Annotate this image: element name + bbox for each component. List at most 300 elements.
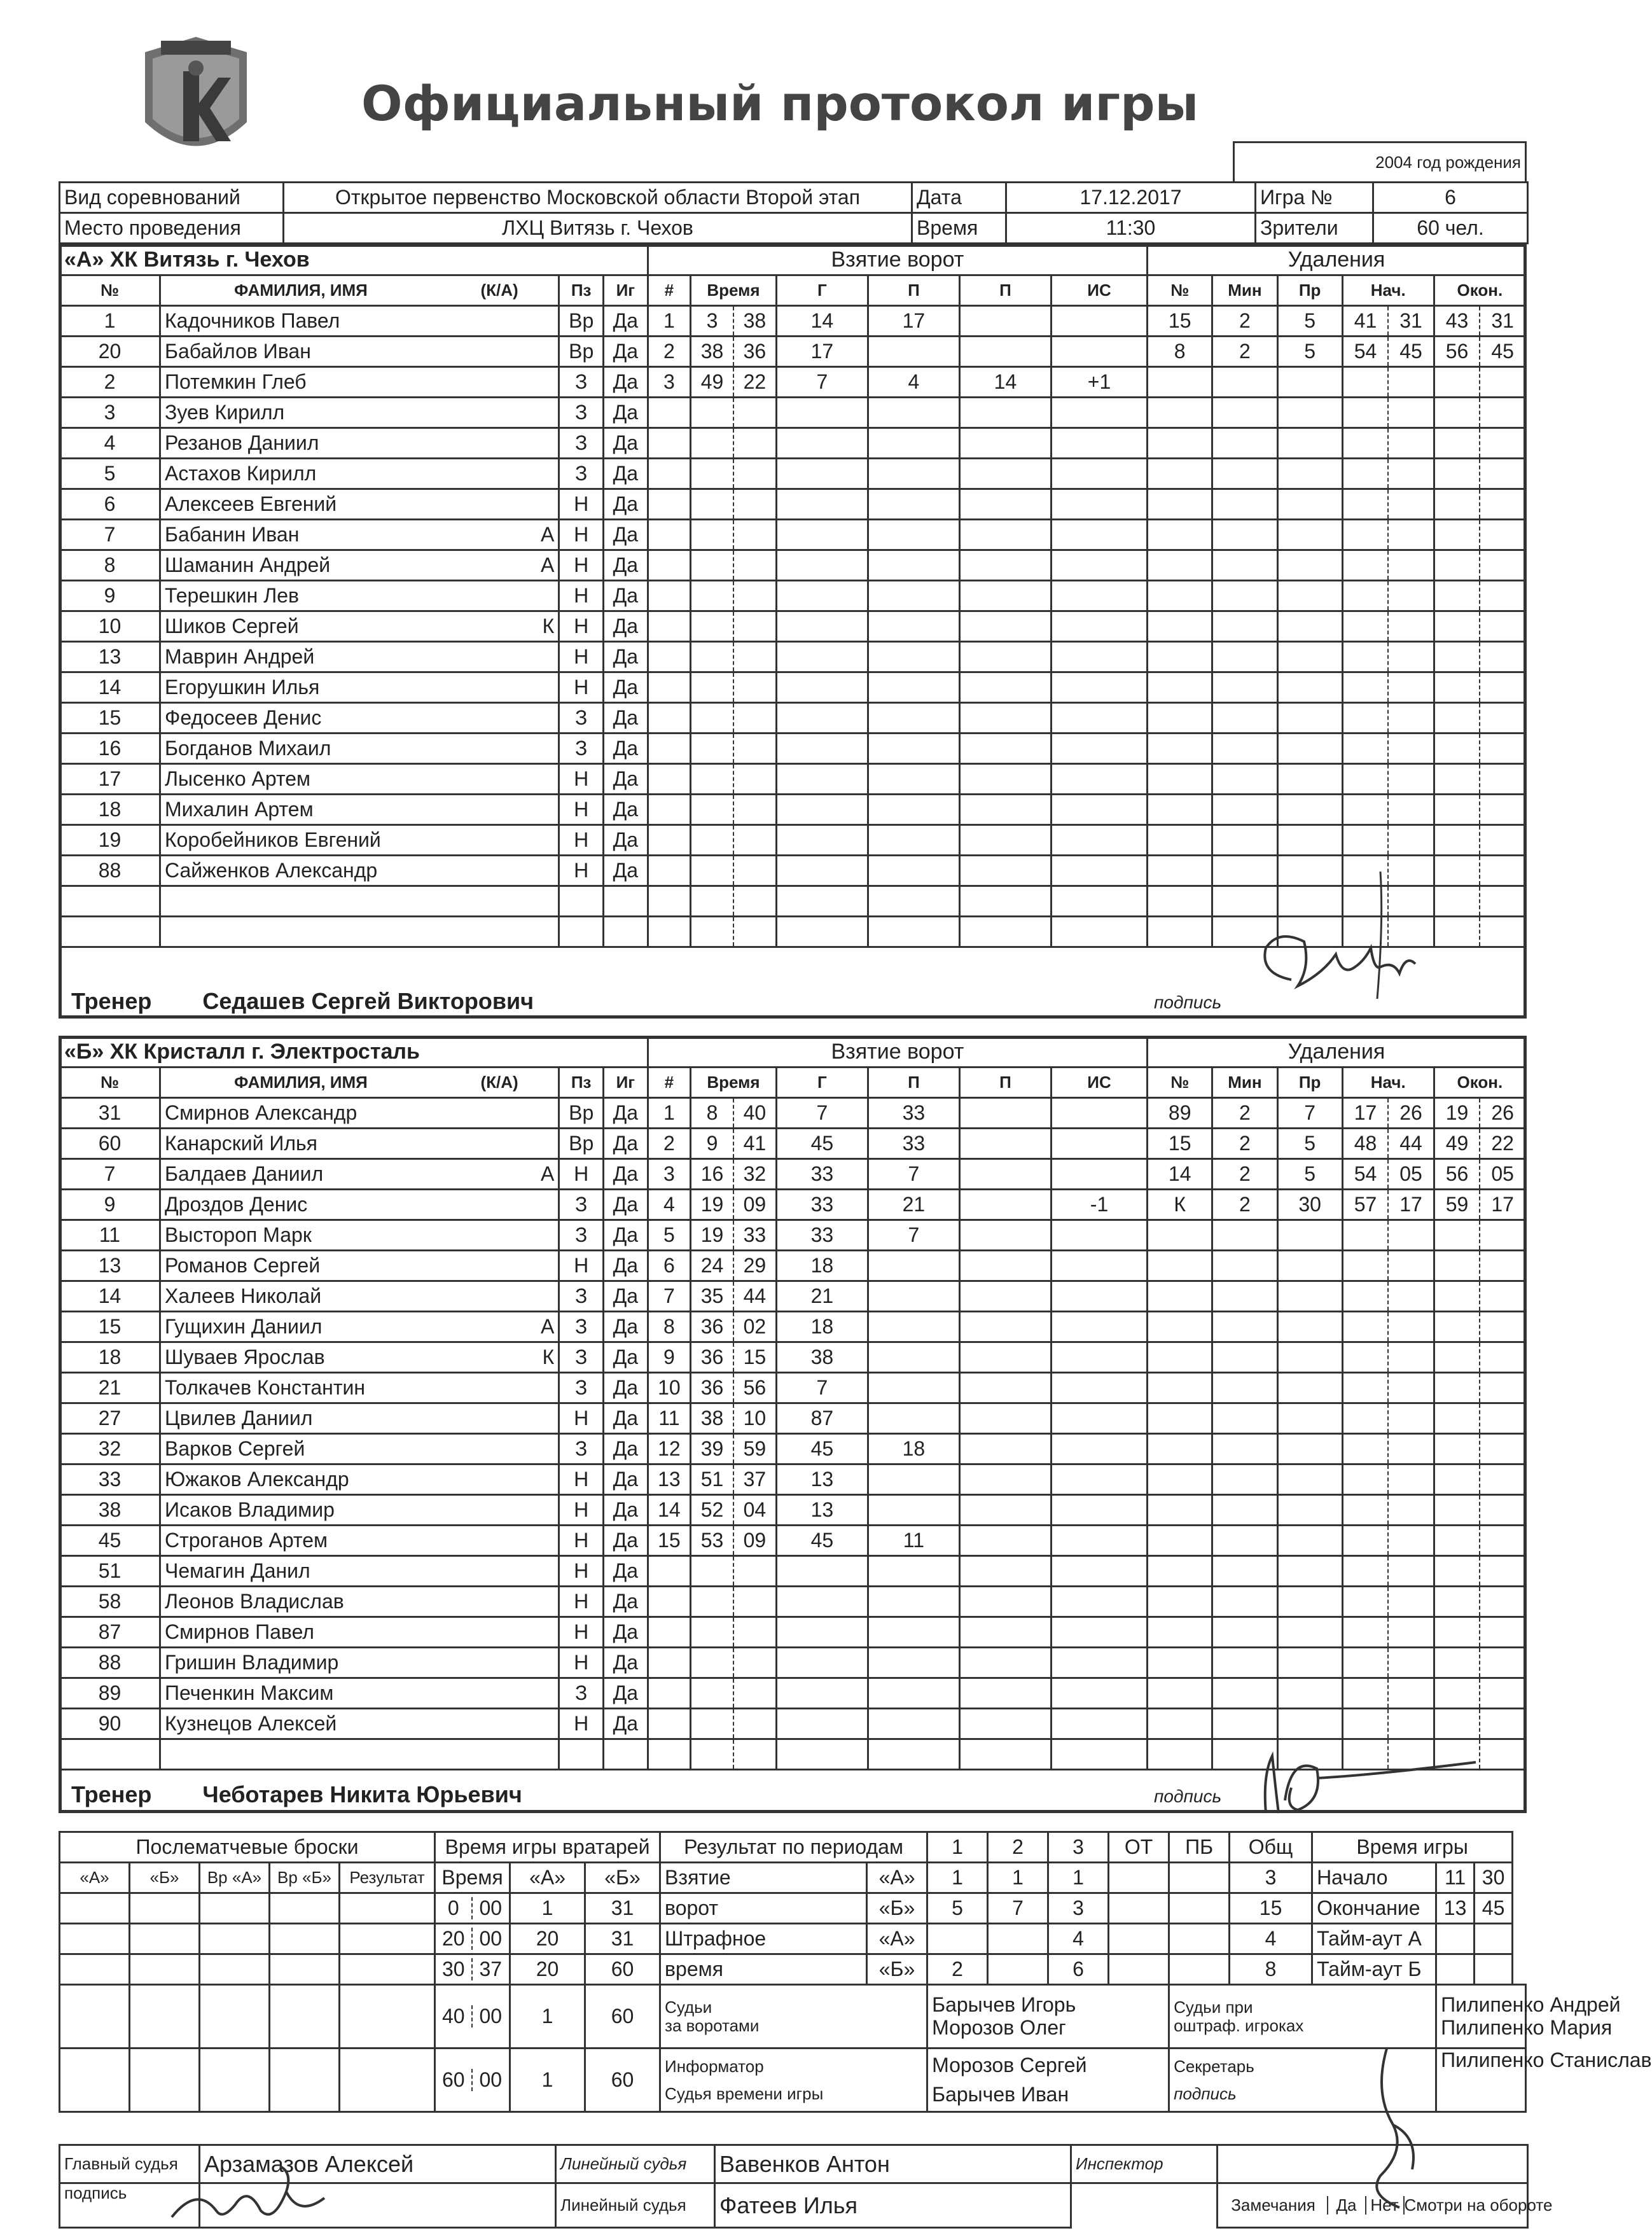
game-time-title: Время игры (1312, 1832, 1513, 1863)
goal-number (648, 398, 690, 428)
shootout-cell (270, 1985, 340, 2049)
goal-minute: 38 (691, 337, 733, 367)
goal-minute (691, 428, 733, 459)
goalie-b: 60 (585, 1954, 660, 1985)
penalty-end-sec (1480, 1526, 1525, 1556)
period-row-team: «Б» (867, 1954, 927, 1985)
goal-assist-2 (959, 1373, 1051, 1403)
shootout-cell (130, 1954, 200, 1985)
goal-minute (691, 1709, 733, 1739)
goal-situation (1051, 764, 1147, 795)
penalty-player (1148, 1251, 1212, 1281)
player-number: 14 (60, 672, 160, 703)
goal-situation (1051, 1587, 1147, 1617)
goal-number (648, 581, 690, 611)
goal-scorer: 45 (776, 1434, 868, 1464)
goal-assist-2 (959, 1617, 1051, 1648)
goal-situation (1051, 1312, 1147, 1342)
penalty-end-sec (1480, 1617, 1525, 1648)
penalty-minutes (1212, 581, 1277, 611)
player-role: К (441, 611, 559, 642)
goal-scorer (776, 581, 868, 611)
player-played: Да (604, 550, 648, 581)
goalie-time-title: Время игры вратарей (435, 1832, 660, 1863)
goal-minute: 3 (691, 306, 733, 337)
goal-minute (691, 581, 733, 611)
goalie-time-second: 00 (479, 1896, 503, 1919)
goal-situation (1051, 520, 1147, 550)
goal-number (648, 1617, 690, 1648)
notes-yes: Да (1328, 2196, 1366, 2215)
goal-assist-1 (868, 550, 959, 581)
player-position: З (559, 703, 604, 734)
penalty-start-sec: 05 (1388, 1159, 1434, 1190)
penalty-minutes (1212, 520, 1277, 550)
penalty-end-sec: 05 (1480, 1159, 1525, 1190)
penalty-end-min (1434, 581, 1480, 611)
goal-minute (691, 764, 733, 795)
goal-assist-1 (868, 581, 959, 611)
goal-second: 29 (733, 1251, 776, 1281)
goal-assist-2 (959, 489, 1051, 520)
penalty-start-sec (1388, 764, 1434, 795)
goalie-time-minute: 40 (436, 2005, 473, 2028)
goal-judge-1: Барычев Игорь (932, 1993, 1076, 2017)
period-value (988, 1954, 1048, 1985)
goal-assist-1 (868, 1678, 959, 1709)
player-role (441, 367, 559, 398)
goal-second: 09 (733, 1190, 776, 1220)
goal-minute (691, 550, 733, 581)
player-played: Да (604, 672, 648, 703)
goalie-b: 60 (585, 2049, 660, 2112)
col-pen-end: Окон. (1434, 275, 1525, 306)
goal-scorer (776, 1556, 868, 1587)
penalty-start-min (1342, 795, 1388, 825)
goal-assist-2 (959, 1190, 1051, 1220)
shootout-col-header: Вр «А» (200, 1863, 270, 1893)
table-row (60, 1985, 1526, 2049)
goal-scorer: 14 (776, 306, 868, 337)
goal-assist-1 (868, 611, 959, 642)
goal-assist-2 (959, 1403, 1051, 1434)
goal-second (733, 825, 776, 856)
goal-number: 13 (648, 1464, 690, 1495)
player-role: А (441, 1312, 559, 1342)
penalty-end-min (1434, 1526, 1480, 1556)
goal-assist-1 (868, 1373, 959, 1403)
player-position: Н (559, 1159, 604, 1190)
penalty-start-min (1342, 459, 1388, 489)
penalty-end-min (1434, 367, 1480, 398)
player-position: Н (559, 642, 604, 672)
table-row (60, 1954, 1526, 1985)
player-played: Да (604, 1220, 648, 1251)
penalty-end-sec (1480, 1648, 1525, 1678)
period-value: 4 (1230, 1924, 1312, 1954)
goal-second: 09 (733, 1526, 776, 1556)
period-goals-a: 1 (1048, 1863, 1109, 1893)
period-value (1169, 1924, 1230, 1954)
table-row (60, 306, 1526, 337)
penalty-reason (1277, 581, 1342, 611)
penalty-reason (1277, 1556, 1342, 1587)
goal-situation (1051, 703, 1147, 734)
penalty-minutes: 2 (1212, 1190, 1277, 1220)
penalty-end-sec (1480, 581, 1525, 611)
penalty-start-sec (1388, 489, 1434, 520)
goal-second: 04 (733, 1495, 776, 1526)
goal-minute: 49 (691, 367, 733, 398)
table-row (60, 642, 1526, 672)
penalty-player (1148, 825, 1212, 856)
goal-second (733, 1648, 776, 1678)
penalty-player (1148, 459, 1212, 489)
goalie-a: 1 (510, 1985, 585, 2049)
goal-assist-1: 7 (868, 1220, 959, 1251)
player-played: Да (604, 1281, 648, 1312)
penalty-end-min: 56 (1434, 1159, 1480, 1190)
player-number: 10 (60, 611, 160, 642)
player-role: А (441, 1159, 559, 1190)
player-role (441, 642, 559, 672)
penalty-reason (1277, 520, 1342, 550)
goalie-time-second: 00 (479, 2004, 503, 2028)
player-number: 16 (60, 734, 160, 764)
player-number: 4 (60, 428, 160, 459)
goal-number: 11 (648, 1403, 690, 1434)
goal-assist-2 (959, 1129, 1051, 1159)
penalty-player (1148, 1220, 1212, 1251)
player-number: 58 (60, 1587, 160, 1617)
informer-block (660, 2049, 927, 2112)
penalty-start-sec (1388, 1678, 1434, 1709)
penalty-reason (1277, 1312, 1342, 1342)
goal-minute (691, 672, 733, 703)
penalty-player: 8 (1148, 337, 1212, 367)
goal-minute (691, 917, 733, 947)
col-pen-start: Нач. (1342, 275, 1434, 306)
goal-assist-1: 11 (868, 1526, 959, 1556)
penalty-end-min (1434, 703, 1480, 734)
player-played: Да (604, 856, 648, 886)
penalty-player (1148, 398, 1212, 428)
game-time-label: Тайм-аут Б (1312, 1954, 1436, 1985)
goal-scorer: 38 (776, 1342, 868, 1373)
penalty-start-sec (1388, 428, 1434, 459)
player-role: А (441, 550, 559, 581)
penalty-minutes (1212, 795, 1277, 825)
timekeeper-label: Судья времени игры (665, 2083, 824, 2103)
player-number: 14 (60, 1281, 160, 1312)
penalty-end-sec (1480, 1342, 1525, 1373)
goal-number (648, 734, 690, 764)
goal-assist-1 (868, 917, 959, 947)
col-goal-no: # (648, 1068, 690, 1098)
goal-assist-2 (959, 1587, 1051, 1617)
shootout-cell (200, 1893, 270, 1924)
goal-situation (1051, 1342, 1147, 1373)
player-number: 87 (60, 1617, 160, 1648)
penalty-end-sec (1480, 1678, 1525, 1709)
player-played: Да (604, 795, 648, 825)
player-role (441, 1190, 559, 1220)
goal-number (648, 795, 690, 825)
goal-assist-2 (959, 1526, 1051, 1556)
goal-assist-2 (959, 856, 1051, 886)
penalty-minutes (1212, 1342, 1277, 1373)
penalty-minutes (1212, 642, 1277, 672)
penalty-player (1148, 642, 1212, 672)
player-position: Н (559, 611, 604, 642)
table-row (60, 1434, 1526, 1464)
goal-scorer (776, 825, 868, 856)
player-played: Да (604, 306, 648, 337)
goal-second (733, 1587, 776, 1617)
goalie-a: 20 (510, 1954, 585, 1985)
player-played: Да (604, 1464, 648, 1495)
table-row (60, 1403, 1526, 1434)
period-value (1109, 1954, 1169, 1985)
goalie-b: 31 (585, 1924, 660, 1954)
goal-assist-2 (959, 1495, 1051, 1526)
player-position: Н (559, 520, 604, 550)
shootout-col-header: «А» (60, 1863, 130, 1893)
goal-judge-2: Морозов Олег (932, 2015, 1066, 2039)
penalty-start-sec (1388, 1526, 1434, 1556)
table-row (60, 1832, 1526, 1863)
shootout-cell (60, 1924, 130, 1954)
inspector-label: Инспектор (1071, 2145, 1218, 2183)
player-name: Исаков Владимир (160, 1495, 440, 1526)
player-role (441, 672, 559, 703)
goal-situation (1051, 734, 1147, 764)
penalty-player (1148, 917, 1212, 947)
penalty-start-sec (1388, 1251, 1434, 1281)
period-row-label: Штрафное (660, 1924, 867, 1954)
goal-assist-1: 17 (868, 306, 959, 337)
penalty-start-sec (1388, 1617, 1434, 1648)
goal-situation (1051, 489, 1147, 520)
goal-assist-1: 4 (868, 367, 959, 398)
game-time-hour: 13 (1436, 1893, 1475, 1924)
period-value (1169, 1954, 1230, 1985)
penalty-player (1148, 703, 1212, 734)
goal-assist-1 (868, 459, 959, 489)
player-name: Романов Сергей (160, 1251, 440, 1281)
goal-situation (1051, 1739, 1147, 1770)
period-col-header: 1 (927, 1832, 988, 1863)
penalty-end-sec (1480, 520, 1525, 550)
penalty-start-sec (1388, 1281, 1434, 1312)
goal-minute (691, 886, 733, 917)
penalty-minutes (1212, 703, 1277, 734)
shootout-col-header: Вр «Б» (270, 1863, 340, 1893)
player-role (441, 1434, 559, 1464)
player-name: Алексеев Евгений (160, 489, 440, 520)
penalty-minutes: 2 (1212, 1129, 1277, 1159)
player-role (441, 1129, 559, 1159)
goal-assist-2 (959, 825, 1051, 856)
goal-assist-1 (868, 734, 959, 764)
penalty-reason (1277, 1342, 1342, 1373)
goal-assist-1 (868, 1495, 959, 1526)
player-number: 18 (60, 795, 160, 825)
goal-scorer (776, 856, 868, 886)
goal-second (733, 398, 776, 428)
penalty-player (1148, 1281, 1212, 1312)
penalty-minutes (1212, 1556, 1277, 1587)
table-row (60, 672, 1526, 703)
goal-situation (1051, 1526, 1147, 1556)
player-role (441, 825, 559, 856)
player-played: Да (604, 1190, 648, 1220)
table-row (60, 1251, 1526, 1281)
goal-second (733, 459, 776, 489)
table-row (60, 1312, 1526, 1342)
penalty-judges-label (1169, 1985, 1436, 2049)
penalty-end-sec: 22 (1480, 1129, 1525, 1159)
goal-assist-2 (959, 337, 1051, 367)
penalty-start-sec (1388, 1464, 1434, 1495)
player-role (441, 581, 559, 611)
team-b-sign-label: подпись (1154, 1786, 1222, 1806)
goal-assist-2 (959, 1464, 1051, 1495)
goal-scorer (776, 1587, 868, 1617)
col-ig: Иг (604, 1068, 648, 1098)
penalty-start-min (1342, 1648, 1388, 1678)
penalty-player (1148, 520, 1212, 550)
penalty-minutes (1212, 1281, 1277, 1312)
period-row-label: ворот (660, 1893, 867, 1924)
goal-assist-1 (868, 1464, 959, 1495)
table-row (60, 1648, 1526, 1678)
player-position: З (559, 734, 604, 764)
goal-situation (1051, 1159, 1147, 1190)
player-position: Н (559, 856, 604, 886)
shootout-cell (340, 1954, 435, 1985)
goal-number: 15 (648, 1526, 690, 1556)
goal-scorer (776, 398, 868, 428)
goal-assist-1 (868, 428, 959, 459)
penalty-end-min (1434, 1312, 1480, 1342)
goal-assist-2 (959, 642, 1051, 672)
penalty-end-sec (1480, 1312, 1525, 1342)
goal-minute (691, 734, 733, 764)
goal-number: 14 (648, 1495, 690, 1526)
team-a-coach-label: Тренер (71, 988, 152, 1014)
player-role (441, 734, 559, 764)
penalty-start-sec (1388, 672, 1434, 703)
table-row (60, 1863, 1526, 1893)
penalty-reason (1277, 398, 1342, 428)
penalty-start-min (1342, 1495, 1388, 1526)
player-name: Шиков Сергей (160, 611, 440, 642)
goal-assist-2 (959, 886, 1051, 917)
player-played: Да (604, 398, 648, 428)
player-name: Смирнов Александр (160, 1098, 440, 1129)
goal-situation (1051, 856, 1147, 886)
penalty-start-sec (1388, 520, 1434, 550)
goalie-time-value (435, 2049, 510, 2112)
player-position: Н (559, 1709, 604, 1739)
shootout-col-header: «Б» (130, 1863, 200, 1893)
table-row (60, 1464, 1526, 1495)
player-played: Да (604, 1526, 648, 1556)
goal-second (733, 886, 776, 917)
time-label: Время (912, 213, 1006, 244)
goal-number: 2 (648, 337, 690, 367)
player-position: Н (559, 1464, 604, 1495)
goal-scorer: 21 (776, 1281, 868, 1312)
penalty-player (1148, 1617, 1212, 1648)
penalty-reason (1277, 428, 1342, 459)
goal-minute: 9 (691, 1129, 733, 1159)
penalty-start-sec: 26 (1388, 1098, 1434, 1129)
goalie-b: 60 (585, 1985, 660, 2049)
linesman-label-2: Линейный судья (556, 2183, 715, 2228)
goal-second (733, 1678, 776, 1709)
goalie-time-minute: 0 (436, 1897, 473, 1919)
player-position: З (559, 1678, 604, 1709)
player-played: Да (604, 1159, 648, 1190)
player-position: Н (559, 1587, 604, 1617)
player-number: 11 (60, 1220, 160, 1251)
goal-scorer: 87 (776, 1403, 868, 1434)
period-value (988, 1924, 1048, 1954)
goal-number (648, 520, 690, 550)
goal-scorer: 45 (776, 1129, 868, 1159)
penalty-start-sec (1388, 642, 1434, 672)
player-role (441, 917, 559, 947)
penalty-start-sec (1388, 550, 1434, 581)
goal-scorer: 13 (776, 1495, 868, 1526)
player-name: Чемагин Данил (160, 1556, 440, 1587)
player-name: Выстороп Марк (160, 1220, 440, 1251)
col-ig: Иг (604, 275, 648, 306)
goal-second (733, 1617, 776, 1648)
col-ka: (К/А) (441, 275, 559, 306)
penalty-end-min (1434, 1678, 1480, 1709)
player-played: Да (604, 1678, 648, 1709)
empty-cell (1071, 2183, 1218, 2228)
penalty-start-sec (1388, 367, 1434, 398)
period-goals-a (1109, 1863, 1169, 1893)
goalie-time-second: 37 (479, 1957, 503, 1980)
penalty-reason (1277, 489, 1342, 520)
penalty-end-min (1434, 1403, 1480, 1434)
player-name: Смирнов Павел (160, 1617, 440, 1648)
player-number: 9 (60, 1190, 160, 1220)
goals-heading: Взятие ворот (648, 1037, 1147, 1068)
goal-assist-1: 21 (868, 1190, 959, 1220)
game-time-hour (1436, 1954, 1475, 1985)
table-row (60, 489, 1526, 520)
goal-scorer: 33 (776, 1159, 868, 1190)
competition-label: Вид соревнований (60, 183, 284, 213)
penalty-end-min: 56 (1434, 337, 1480, 367)
penalty-end-min (1434, 1220, 1480, 1251)
goalie-col-time: Время (435, 1863, 510, 1893)
player-played: Да (604, 642, 648, 672)
goal-second (733, 428, 776, 459)
player-played: Да (604, 459, 648, 489)
penalty-start-min (1342, 1312, 1388, 1342)
penalties-heading: Удаления (1148, 1037, 1526, 1068)
goal-minute (691, 1648, 733, 1678)
venue-value: ЛХЦ Витязь г. Чехов (284, 213, 912, 244)
penalty-reason (1277, 642, 1342, 672)
